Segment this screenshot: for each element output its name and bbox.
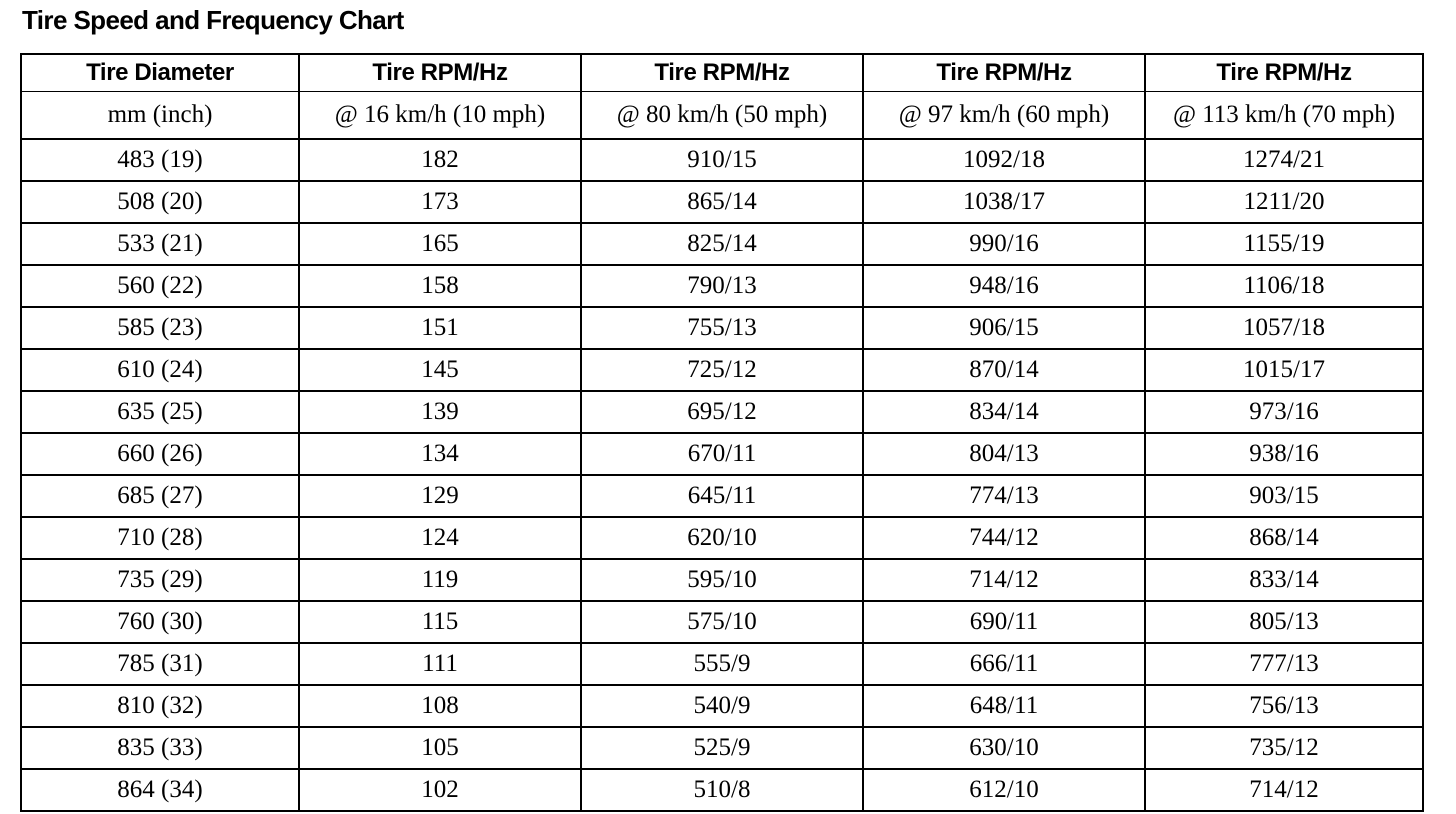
diameter-cell: 864 (34): [21, 769, 299, 811]
header-rpm-97kmh: Tire RPM/Hz: [863, 54, 1145, 92]
rpm-hz-113kmh-cell: 1106/18: [1145, 265, 1423, 307]
rpm-16kmh-cell: 105: [299, 727, 581, 769]
rpm-hz-97kmh-cell: 774/13: [863, 475, 1145, 517]
table-row: [21, 727, 1423, 769]
rpm-hz-113kmh-cell: 1274/21: [1145, 139, 1423, 181]
table-row: [21, 559, 1423, 601]
table-row: [21, 433, 1423, 475]
rpm-hz-80kmh-cell: 670/11: [581, 433, 863, 475]
subheader-speed-97kmh: @ 97 km/h (60 mph): [863, 92, 1145, 140]
rpm-16kmh-cell: 129: [299, 475, 581, 517]
rpm-hz-113kmh-cell: 868/14: [1145, 517, 1423, 559]
rpm-hz-80kmh-cell: 575/10: [581, 601, 863, 643]
diameter-cell: 585 (23): [21, 307, 299, 349]
table-row: [21, 181, 1423, 223]
header-row: [21, 54, 1423, 92]
rpm-16kmh-cell: 165: [299, 223, 581, 265]
subheader-speed-16kmh: @ 16 km/h (10 mph): [299, 92, 581, 140]
rpm-hz-97kmh-cell: 648/11: [863, 685, 1145, 727]
diameter-cell: 685 (27): [21, 475, 299, 517]
rpm-16kmh-cell: 139: [299, 391, 581, 433]
rpm-hz-113kmh-cell: 903/15: [1145, 475, 1423, 517]
rpm-16kmh-cell: 173: [299, 181, 581, 223]
rpm-16kmh-cell: 111: [299, 643, 581, 685]
subheader-row: [21, 92, 1423, 140]
table-row: [21, 517, 1423, 559]
rpm-hz-113kmh-cell: 1057/18: [1145, 307, 1423, 349]
subheader-speed-80kmh: @ 80 km/h (50 mph): [581, 92, 863, 140]
rpm-hz-80kmh-cell: 755/13: [581, 307, 863, 349]
rpm-16kmh-cell: 158: [299, 265, 581, 307]
rpm-hz-113kmh-cell: 1015/17: [1145, 349, 1423, 391]
rpm-hz-113kmh-cell: 756/13: [1145, 685, 1423, 727]
table-row: [21, 769, 1423, 811]
diameter-cell: 710 (28): [21, 517, 299, 559]
header-rpm-16kmh: Tire RPM/Hz: [299, 54, 581, 92]
table-row: [21, 601, 1423, 643]
rpm-hz-80kmh-cell: 620/10: [581, 517, 863, 559]
rpm-hz-80kmh-cell: 910/15: [581, 139, 863, 181]
subheader-speed-113kmh: @ 113 km/h (70 mph): [1145, 92, 1423, 140]
table-row: [21, 139, 1423, 181]
subheader-units: mm (inch): [21, 92, 299, 140]
rpm-hz-80kmh-cell: 525/9: [581, 727, 863, 769]
tire-frequency-table: [20, 53, 1424, 812]
rpm-hz-97kmh-cell: 834/14: [863, 391, 1145, 433]
header-rpm-113kmh: Tire RPM/Hz: [1145, 54, 1423, 92]
rpm-hz-97kmh-cell: 804/13: [863, 433, 1145, 475]
rpm-16kmh-cell: 145: [299, 349, 581, 391]
rpm-hz-97kmh-cell: 666/11: [863, 643, 1145, 685]
rpm-hz-80kmh-cell: 645/11: [581, 475, 863, 517]
rpm-hz-113kmh-cell: 805/13: [1145, 601, 1423, 643]
rpm-16kmh-cell: 151: [299, 307, 581, 349]
diameter-cell: 483 (19): [21, 139, 299, 181]
diameter-cell: 835 (33): [21, 727, 299, 769]
diameter-cell: 810 (32): [21, 685, 299, 727]
rpm-hz-113kmh-cell: 1211/20: [1145, 181, 1423, 223]
rpm-hz-113kmh-cell: 1155/19: [1145, 223, 1423, 265]
table-body: [21, 139, 1423, 811]
rpm-hz-80kmh-cell: 595/10: [581, 559, 863, 601]
rpm-hz-113kmh-cell: 735/12: [1145, 727, 1423, 769]
table-row: [21, 307, 1423, 349]
rpm-hz-97kmh-cell: 612/10: [863, 769, 1145, 811]
rpm-hz-80kmh-cell: 865/14: [581, 181, 863, 223]
rpm-hz-80kmh-cell: 695/12: [581, 391, 863, 433]
diameter-cell: 735 (29): [21, 559, 299, 601]
rpm-hz-80kmh-cell: 510/8: [581, 769, 863, 811]
rpm-hz-97kmh-cell: 870/14: [863, 349, 1145, 391]
rpm-16kmh-cell: 124: [299, 517, 581, 559]
rpm-hz-80kmh-cell: 540/9: [581, 685, 863, 727]
rpm-hz-80kmh-cell: 555/9: [581, 643, 863, 685]
rpm-hz-80kmh-cell: 725/12: [581, 349, 863, 391]
table-row: [21, 223, 1423, 265]
rpm-hz-113kmh-cell: 833/14: [1145, 559, 1423, 601]
diameter-cell: 508 (20): [21, 181, 299, 223]
rpm-hz-97kmh-cell: 948/16: [863, 265, 1145, 307]
rpm-16kmh-cell: 102: [299, 769, 581, 811]
diameter-cell: 660 (26): [21, 433, 299, 475]
rpm-hz-113kmh-cell: 973/16: [1145, 391, 1423, 433]
rpm-16kmh-cell: 119: [299, 559, 581, 601]
diameter-cell: 533 (21): [21, 223, 299, 265]
rpm-hz-113kmh-cell: 777/13: [1145, 643, 1423, 685]
rpm-hz-113kmh-cell: 938/16: [1145, 433, 1423, 475]
page-title: Tire Speed and Frequency Chart: [22, 5, 404, 35]
diameter-cell: 760 (30): [21, 601, 299, 643]
rpm-16kmh-cell: 134: [299, 433, 581, 475]
rpm-hz-97kmh-cell: 906/15: [863, 307, 1145, 349]
rpm-hz-97kmh-cell: 1038/17: [863, 181, 1145, 223]
rpm-16kmh-cell: 182: [299, 139, 581, 181]
table-row: [21, 349, 1423, 391]
rpm-hz-97kmh-cell: 630/10: [863, 727, 1145, 769]
rpm-hz-97kmh-cell: 714/12: [863, 559, 1145, 601]
diameter-cell: 560 (22): [21, 265, 299, 307]
rpm-hz-97kmh-cell: 990/16: [863, 223, 1145, 265]
rpm-hz-113kmh-cell: 714/12: [1145, 769, 1423, 811]
table-row: [21, 475, 1423, 517]
diameter-cell: 785 (31): [21, 643, 299, 685]
rpm-hz-97kmh-cell: 690/11: [863, 601, 1145, 643]
rpm-16kmh-cell: 108: [299, 685, 581, 727]
header-rpm-80kmh: Tire RPM/Hz: [581, 54, 863, 92]
table-row: [21, 391, 1423, 433]
rpm-hz-97kmh-cell: 1092/18: [863, 139, 1145, 181]
header-tire-diameter: Tire Diameter: [21, 54, 299, 92]
table-row: [21, 643, 1423, 685]
rpm-hz-80kmh-cell: 790/13: [581, 265, 863, 307]
table-row: [21, 685, 1423, 727]
rpm-16kmh-cell: 115: [299, 601, 581, 643]
rpm-hz-80kmh-cell: 825/14: [581, 223, 863, 265]
diameter-cell: 610 (24): [21, 349, 299, 391]
table-row: [21, 265, 1423, 307]
diameter-cell: 635 (25): [21, 391, 299, 433]
rpm-hz-97kmh-cell: 744/12: [863, 517, 1145, 559]
